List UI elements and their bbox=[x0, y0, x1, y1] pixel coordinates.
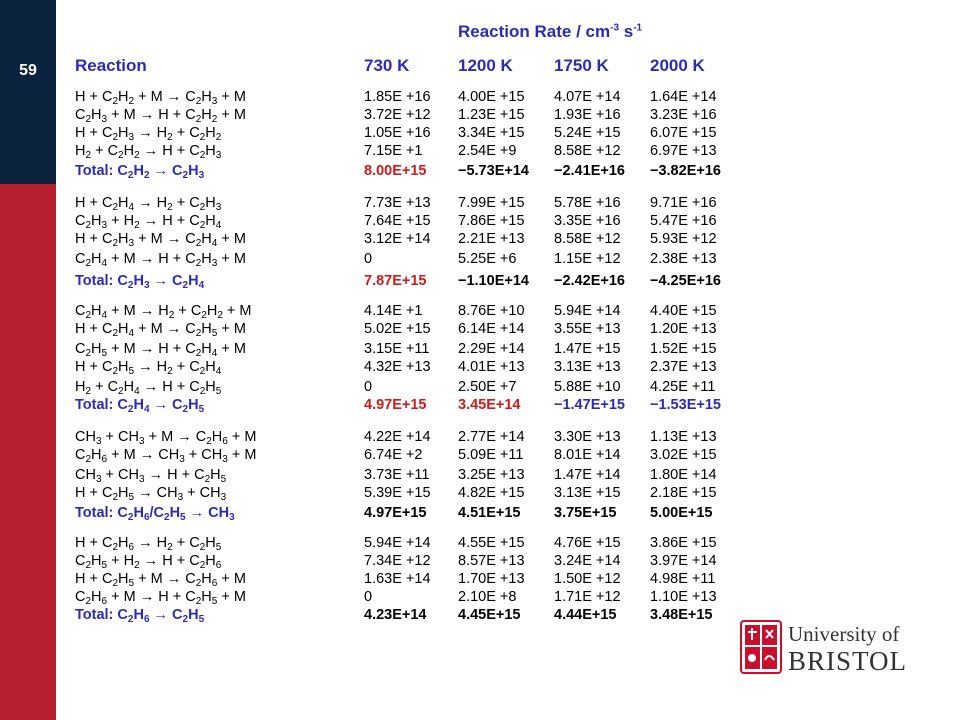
slide-number: 59 bbox=[19, 62, 37, 79]
reaction-cell: $H + C_2H_5 \to CH_3 + CH_3$ bbox=[75, 485, 227, 503]
rate-value-cell: 5.39E +15 bbox=[364, 485, 431, 501]
reaction-cell: $C_2H_6 + M \to H + C_2H_5 + M$ bbox=[75, 589, 246, 607]
rate-value-cell: 5.25E +6 bbox=[458, 251, 517, 267]
rate-value-cell: 4.51E+15 bbox=[458, 505, 521, 521]
reaction-cell: $H + C_2H_5 \to H_2 + C_2H_4$ bbox=[75, 359, 222, 377]
reaction-cell: $CH_3 + CH_3 \to H + C_2H_5$ bbox=[75, 467, 227, 485]
reaction-cell: $H_2 + C_2H_2 \to H + C_2H_3$ bbox=[75, 143, 222, 161]
table-row bbox=[0, 230, 960, 248]
rate-value-cell: 2.54E +9 bbox=[458, 143, 517, 159]
rate-value-cell: 4.45E+15 bbox=[458, 607, 521, 623]
rate-value-cell: 4.07E +14 bbox=[554, 89, 621, 105]
rate-value-cell: 1.47E +14 bbox=[554, 467, 621, 483]
rate-value-cell: 7.15E +1 bbox=[364, 143, 423, 159]
table-row bbox=[0, 340, 960, 358]
rate-value-cell: 1.47E +15 bbox=[554, 341, 621, 357]
rate-value-cell: 1.13E +13 bbox=[650, 429, 717, 445]
rate-value-cell: 3.12E +14 bbox=[364, 231, 431, 247]
reaction-cell: $C_2H_4 + M \to H + C_2H_3 + M$ bbox=[75, 251, 246, 269]
table-row bbox=[0, 446, 960, 464]
rate-value-cell: 1.20E +13 bbox=[650, 321, 717, 337]
rate-value-cell: 8.58E +12 bbox=[554, 143, 621, 159]
table-row bbox=[0, 124, 960, 142]
rate-value-cell: 5.78E +16 bbox=[554, 195, 621, 211]
rate-value-cell: 2.38E +13 bbox=[650, 251, 717, 267]
rate-value-cell: 1.50E +12 bbox=[554, 571, 621, 587]
rate-value-cell: 1.64E +14 bbox=[650, 89, 717, 105]
rate-value-cell: 7.87E+15 bbox=[364, 273, 427, 289]
rate-value-cell: 5.94E +14 bbox=[364, 535, 431, 551]
rate-value-cell: 3.55E +13 bbox=[554, 321, 621, 337]
rate-value-cell: 2.50E +7 bbox=[458, 379, 517, 395]
rate-value-cell: 1.85E +16 bbox=[364, 89, 431, 105]
rate-value-cell: 1.05E +16 bbox=[364, 125, 431, 141]
table-row bbox=[0, 358, 960, 376]
rate-value-cell: 5.88E +10 bbox=[554, 379, 621, 395]
rate-value-cell: 4.25E +11 bbox=[650, 379, 716, 395]
rate-value-cell: 2.21E +13 bbox=[458, 231, 525, 247]
header-1200k: 1200 K bbox=[458, 56, 513, 75]
rate-value-cell: 5.47E +16 bbox=[650, 213, 717, 229]
rate-value-cell: −1.47E+15 bbox=[554, 397, 625, 413]
rate-value-cell: 0 bbox=[364, 379, 373, 395]
rate-value-cell: 3.02E +15 bbox=[650, 447, 717, 463]
total-row bbox=[0, 272, 960, 290]
rate-value-cell: 1.23E +15 bbox=[458, 107, 525, 123]
rate-value-cell: −1.10E+14 bbox=[458, 273, 529, 289]
rate-value-cell: −5.73E+14 bbox=[458, 163, 529, 179]
rate-value-cell: 3.23E +16 bbox=[650, 107, 717, 123]
rate-value-cell: 9.71E +16 bbox=[650, 195, 717, 211]
rate-value-cell: 4.40E +15 bbox=[650, 303, 717, 319]
rate-value-cell: 2.18E +15 bbox=[650, 485, 717, 501]
rate-value-cell: 3.30E +13 bbox=[554, 429, 621, 445]
rate-value-cell: 7.34E +12 bbox=[364, 553, 431, 569]
table-row bbox=[0, 466, 960, 484]
rate-units-mid: s bbox=[619, 22, 634, 41]
rate-value-cell: 4.97E+15 bbox=[364, 505, 427, 521]
table-row bbox=[0, 142, 960, 160]
rate-value-cell: −1.53E+15 bbox=[650, 397, 721, 413]
rate-value-cell: 5.02E +15 bbox=[364, 321, 431, 337]
reaction-cell: Total: $C_2H_2 \to C_2H_3$ bbox=[75, 163, 205, 181]
header-730k: 730 K bbox=[364, 56, 410, 75]
rate-value-cell: −4.25E+16 bbox=[650, 273, 721, 289]
table-row bbox=[0, 428, 960, 446]
rate-value-cell: 1.52E +15 bbox=[650, 341, 717, 357]
rate-value-cell: 7.99E +15 bbox=[458, 195, 525, 211]
rate-value-cell: 1.70E +13 bbox=[458, 571, 525, 587]
reaction-cell: Total: $C_2H_6 \to C_2H_5$ bbox=[75, 607, 205, 625]
table-row bbox=[0, 302, 960, 320]
reaction-cell: $H + C_2H_2 + M \to C_2H_3 + M$ bbox=[75, 89, 246, 107]
rate-value-cell: 3.45E+14 bbox=[458, 397, 521, 413]
reaction-cell: $H + C_2H_3 + M \to C_2H_4 + M$ bbox=[75, 231, 246, 249]
rate-value-cell: 1.71E +12 bbox=[554, 589, 621, 605]
reaction-cell: $C_2H_3 + M \to H + C_2H_2 + M$ bbox=[75, 107, 246, 125]
total-row bbox=[0, 396, 960, 414]
rate-value-cell: 4.32E +13 bbox=[364, 359, 431, 375]
reaction-cell: $CH_3 + CH_3 + M \to C_2H_6 + M$ bbox=[75, 429, 257, 447]
total-row bbox=[0, 504, 960, 522]
rate-value-cell: 1.93E +16 bbox=[554, 107, 621, 123]
reaction-cell: $C_2H_5 + H_2 \to H + C_2H_6$ bbox=[75, 553, 222, 571]
rate-value-cell: 3.24E +14 bbox=[554, 553, 621, 569]
reaction-cell: $C_2H_5 + M \to H + C_2H_4 + M$ bbox=[75, 341, 246, 359]
table-row bbox=[0, 534, 960, 552]
reaction-cell: $H + C_2H_4 \to H_2 + C_2H_3$ bbox=[75, 195, 222, 213]
reaction-cell: $C_2H_3 + H_2 \to H + C_2H_4$ bbox=[75, 213, 222, 231]
reaction-cell: $H + C_2H_3 \to H_2 + C_2H_2$ bbox=[75, 125, 222, 143]
rate-value-cell: 4.76E +15 bbox=[554, 535, 621, 551]
rate-value-cell: 6.07E +15 bbox=[650, 125, 717, 141]
rate-value-cell: 2.37E +13 bbox=[650, 359, 717, 375]
rate-value-cell: 4.00E +15 bbox=[458, 89, 525, 105]
rate-value-cell: 3.13E +15 bbox=[554, 485, 621, 501]
rate-value-cell: −3.82E+16 bbox=[650, 163, 721, 179]
header-2000k: 2000 K bbox=[650, 56, 705, 75]
rate-units-exp2: -1 bbox=[633, 22, 643, 34]
rate-value-cell: 4.22E +14 bbox=[364, 429, 431, 445]
table-row bbox=[0, 484, 960, 502]
rate-value-cell: 7.86E +15 bbox=[458, 213, 525, 229]
rate-value-cell: 2.77E +14 bbox=[458, 429, 525, 445]
table-row bbox=[0, 588, 960, 606]
rate-value-cell: 0 bbox=[364, 251, 373, 267]
rate-value-cell: 7.64E +15 bbox=[364, 213, 431, 229]
rate-value-cell: 3.25E +13 bbox=[458, 467, 525, 483]
table-row bbox=[0, 378, 960, 396]
reaction-cell: Total: $C_2H_3 \to C_2H_4$ bbox=[75, 273, 205, 291]
reaction-cell: $H + C_2H_6 \to H_2 + C_2H_5$ bbox=[75, 535, 222, 553]
reaction-cell: $H_2 + C_2H_4 \to H + C_2H_5$ bbox=[75, 379, 222, 397]
reaction-cell: Total: $C_2H_4 \to C_2H_5$ bbox=[75, 397, 205, 415]
table-row bbox=[0, 320, 960, 338]
reaction-cell: $C_2H_4 + M \to H_2 + C_2H_2 + M$ bbox=[75, 303, 252, 321]
total-row bbox=[0, 162, 960, 180]
rate-value-cell: 8.57E +13 bbox=[458, 553, 525, 569]
rate-value-cell: 3.35E +16 bbox=[554, 213, 621, 229]
rate-value-cell: 3.13E +13 bbox=[554, 359, 621, 375]
table-row bbox=[0, 250, 960, 268]
logo-line2: BRISTOL bbox=[788, 646, 908, 676]
rate-value-cell: 7.73E +13 bbox=[364, 195, 431, 211]
rate-value-cell: 4.98E +11 bbox=[650, 571, 716, 587]
rate-value-cell: 1.10E +13 bbox=[650, 589, 717, 605]
bristol-crest-icon bbox=[740, 620, 782, 674]
rate-value-cell: −2.42E+16 bbox=[554, 273, 625, 289]
rate-value-cell: 1.63E +14 bbox=[364, 571, 431, 587]
header-1750k: 1750 K bbox=[554, 56, 609, 75]
rate-value-cell: 4.44E+15 bbox=[554, 607, 617, 623]
rate-value-cell: 3.75E+15 bbox=[554, 505, 617, 521]
rate-value-cell: 1.15E +12 bbox=[554, 251, 621, 267]
rate-value-cell: 4.82E +15 bbox=[458, 485, 525, 501]
rate-value-cell: 6.74E +2 bbox=[364, 447, 423, 463]
reaction-cell: $H + C_2H_4 + M \to C_2H_5 + M$ bbox=[75, 321, 246, 339]
rate-value-cell: 3.86E +15 bbox=[650, 535, 717, 551]
rate-value-cell: 5.09E +11 bbox=[458, 447, 524, 463]
rate-value-cell: 4.55E +15 bbox=[458, 535, 525, 551]
rate-value-cell: 4.97E+15 bbox=[364, 397, 427, 413]
table-row bbox=[0, 88, 960, 106]
rate-value-cell: 1.80E +14 bbox=[650, 467, 717, 483]
rate-value-cell: 6.97E +13 bbox=[650, 143, 717, 159]
rate-units-heading bbox=[458, 22, 642, 42]
rate-value-cell: 2.29E +14 bbox=[458, 341, 525, 357]
rate-value-cell: 4.01E +13 bbox=[458, 359, 525, 375]
rate-value-cell: 3.72E +12 bbox=[364, 107, 431, 123]
rate-value-cell: 8.01E +14 bbox=[554, 447, 621, 463]
rate-value-cell: 6.14E +14 bbox=[458, 321, 525, 337]
rate-value-cell: 5.93E +12 bbox=[650, 231, 717, 247]
rate-value-cell: 4.14E +1 bbox=[364, 303, 423, 319]
rate-value-cell: 5.24E +15 bbox=[554, 125, 621, 141]
rate-value-cell: 3.48E+15 bbox=[650, 607, 713, 623]
table-row bbox=[0, 194, 960, 212]
rate-value-cell: 3.73E +11 bbox=[364, 467, 430, 483]
logo-line1: University of bbox=[788, 622, 900, 646]
rate-value-cell: 4.23E+14 bbox=[364, 607, 427, 623]
reaction-cell: $H + C_2H_5 + M \to C_2H_6 + M$ bbox=[75, 571, 246, 589]
rate-value-cell: 3.15E +11 bbox=[364, 341, 430, 357]
header-reaction: Reaction bbox=[75, 56, 147, 75]
rate-value-cell: 8.76E +10 bbox=[458, 303, 525, 319]
rate-value-cell: 8.58E +12 bbox=[554, 231, 621, 247]
rate-value-cell: 2.10E +8 bbox=[458, 589, 517, 605]
rate-units-text: Reaction Rate / cm bbox=[458, 22, 611, 41]
reaction-cell: Total: $C_2H_6/C_2H_5 \to CH_3$ bbox=[75, 505, 235, 523]
rate-value-cell: 5.00E+15 bbox=[650, 505, 713, 521]
rate-units-exp1: -3 bbox=[610, 22, 620, 34]
reaction-cell: $C_2H_6 + M \to CH_3 + CH_3 + M$ bbox=[75, 447, 257, 465]
table-row bbox=[0, 570, 960, 588]
table-row bbox=[0, 552, 960, 570]
rate-value-cell: 3.97E +14 bbox=[650, 553, 717, 569]
rate-value-cell: 5.94E +14 bbox=[554, 303, 621, 319]
rate-value-cell: 0 bbox=[364, 589, 373, 605]
rate-value-cell: 8.00E+15 bbox=[364, 163, 427, 179]
rate-value-cell: 3.34E +15 bbox=[458, 125, 525, 141]
table-row bbox=[0, 106, 960, 124]
university-logo bbox=[740, 618, 920, 678]
rate-value-cell: −2.41E+16 bbox=[554, 163, 625, 179]
table-row bbox=[0, 212, 960, 230]
